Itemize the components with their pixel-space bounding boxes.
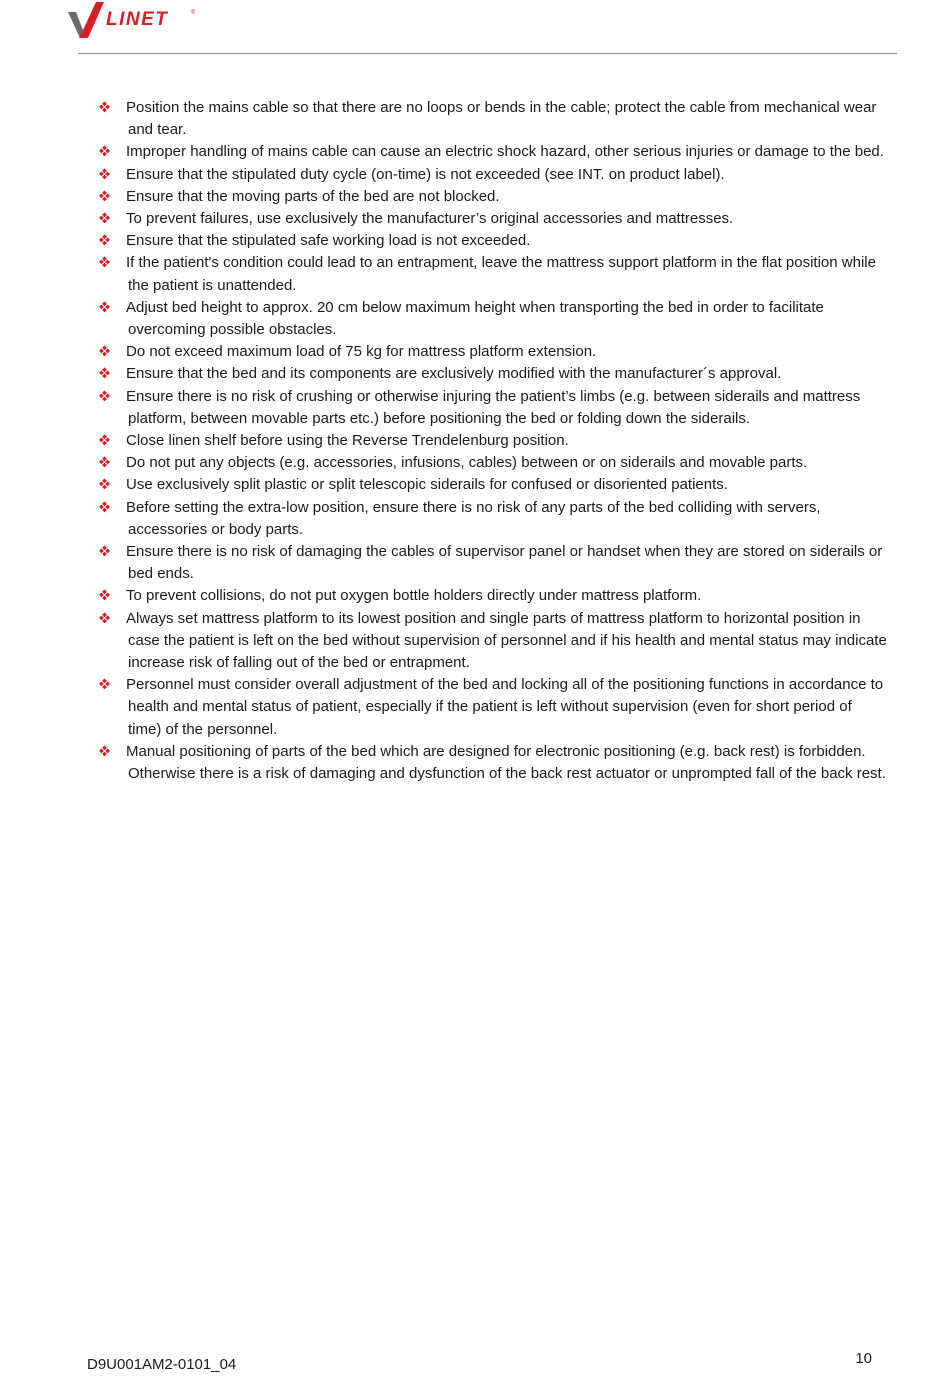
bullet-text: Ensure that the moving parts of the bed are not blocked. [126, 187, 500, 205]
logo-wordmark: LINET [106, 9, 169, 30]
bullet-item [97, 674, 887, 741]
bullet-item [97, 497, 887, 541]
bullet-text: Adjust bed height to approx. 20 cm below maximum height when transporting the bed in order to facilitate overcoming possible obstacles. [126, 298, 824, 339]
logo-chevron-red [79, 2, 104, 38]
bullet-text: Do not put any objects (e.g. accessories, infusions, cables) between or on siderails and movable parts. [126, 454, 808, 472]
document-code: D9U001AM2-0101_04 [87, 1356, 237, 1373]
diamond-bullet-icon [98, 168, 111, 181]
bullet-item [97, 141, 887, 163]
diamond-bullet-icon [98, 301, 111, 314]
bullet-text: Ensure that the stipulated duty cycle (on-time) is not exceeded (see INT. on product label). [126, 165, 725, 183]
bullet-item [97, 585, 887, 607]
bullet-item [97, 164, 887, 186]
bullet-item [97, 608, 887, 675]
bullet-text: To prevent collisions, do not put oxygen bottle holders directly under mattress platform. [126, 587, 702, 605]
bullet-item [97, 474, 887, 496]
diamond-bullet-icon [98, 101, 111, 114]
diamond-bullet-icon [98, 612, 111, 625]
bullet-item [97, 230, 887, 252]
bullet-item [97, 741, 887, 785]
bullet-text: Do not exceed maximum load of 75 kg for mattress platform extension. [126, 343, 597, 361]
diamond-bullet-icon [98, 256, 111, 269]
diamond-bullet-icon [98, 234, 111, 247]
diamond-bullet-icon [98, 434, 111, 447]
bullet-item [97, 97, 887, 141]
linet-logo [66, 2, 206, 40]
diamond-bullet-icon [98, 501, 111, 514]
bullet-text: Personnel must consider overall adjustment of the bed and locking all of the positioning functions in accordance to health and mental status of patient, especially if the patient is left without supervision (even for short period of time) of the personnel. [126, 676, 884, 738]
bullet-item [97, 541, 887, 585]
bullet-item [97, 452, 887, 474]
safety-instructions-list [97, 97, 887, 785]
bullet-item [97, 252, 887, 296]
diamond-bullet-icon [98, 456, 111, 469]
bullet-text: Ensure that the bed and its components are exclusively modified with the manufacturer´s approval. [126, 365, 782, 383]
diamond-bullet-icon [98, 190, 111, 203]
bullet-item [97, 341, 887, 363]
diamond-bullet-icon [98, 589, 111, 602]
diamond-bullet-icon [98, 212, 111, 225]
bullet-item [97, 430, 887, 452]
logo-chevron-dark [68, 12, 83, 38]
bullet-item [97, 186, 887, 208]
bullet-text: Manual positioning of parts of the bed which are designed for electronic positioning (e.g. back rest) is forbidden. Otherwise there is a risk of damaging and dysfunction of the back rest actuator or unprompted fall of the back rest. [126, 742, 886, 783]
diamond-bullet-icon [98, 678, 111, 691]
diamond-bullet-icon [98, 545, 111, 558]
bullet-item [97, 208, 887, 230]
bullet-item [97, 386, 887, 430]
diamond-bullet-icon [98, 345, 111, 358]
bullet-text: Ensure that the stipulated safe working load is not exceeded. [126, 232, 531, 250]
bullet-text: If the patient's condition could lead to an entrapment, leave the mattress support platform in the flat position while the patient is unattended. [126, 254, 876, 294]
bullet-text: Before setting the extra-low position, ensure there is no risk of any parts of the bed colliding with servers, accessories or body parts. [126, 498, 821, 538]
diamond-bullet-icon [98, 390, 111, 403]
header-rule [78, 53, 897, 54]
bullet-text: To prevent failures, use exclusively the manufacturer’s original accessories and mattresses. [126, 210, 734, 228]
bullet-text: Position the mains cable so that there are no loops or bends in the cable; protect the cable from mechanical wear and tear. [126, 99, 877, 139]
page-number: 10 [855, 1350, 872, 1367]
bullet-text: Use exclusively split plastic or split telescopic siderails for confused or disoriented patients. [126, 476, 728, 494]
bullet-text: Close linen shelf before using the Reverse Trendelenburg position. [126, 432, 569, 450]
diamond-bullet-icon [98, 145, 111, 158]
diamond-bullet-icon [98, 367, 111, 380]
bullet-text: Always set mattress platform to its lowest position and single parts of mattress platform to horizontal position in case the patient is left on the bed without supervision of personnel and if his health and mental status may indicate increase risk of falling out of the bed or entrapment. [126, 609, 887, 672]
bullet-text: Ensure there is no risk of damaging the cables of supervisor panel or handset when they are stored on siderails or bed ends. [126, 543, 883, 583]
bullet-text: Improper handling of mains cable can cause an electric shock hazard, other serious injuries or damage to the bed. [126, 143, 884, 161]
bullet-item [97, 297, 887, 341]
logo-registered-mark: ® [191, 10, 196, 16]
bullet-item [97, 363, 887, 385]
diamond-bullet-icon [98, 745, 111, 758]
bullet-text: Ensure there is no risk of crushing or otherwise injuring the patient’s limbs (e.g. between siderails and mattress platform, between movable parts etc.) before positioning the bed or folding down the siderails. [126, 387, 861, 427]
diamond-bullet-icon [98, 478, 111, 491]
